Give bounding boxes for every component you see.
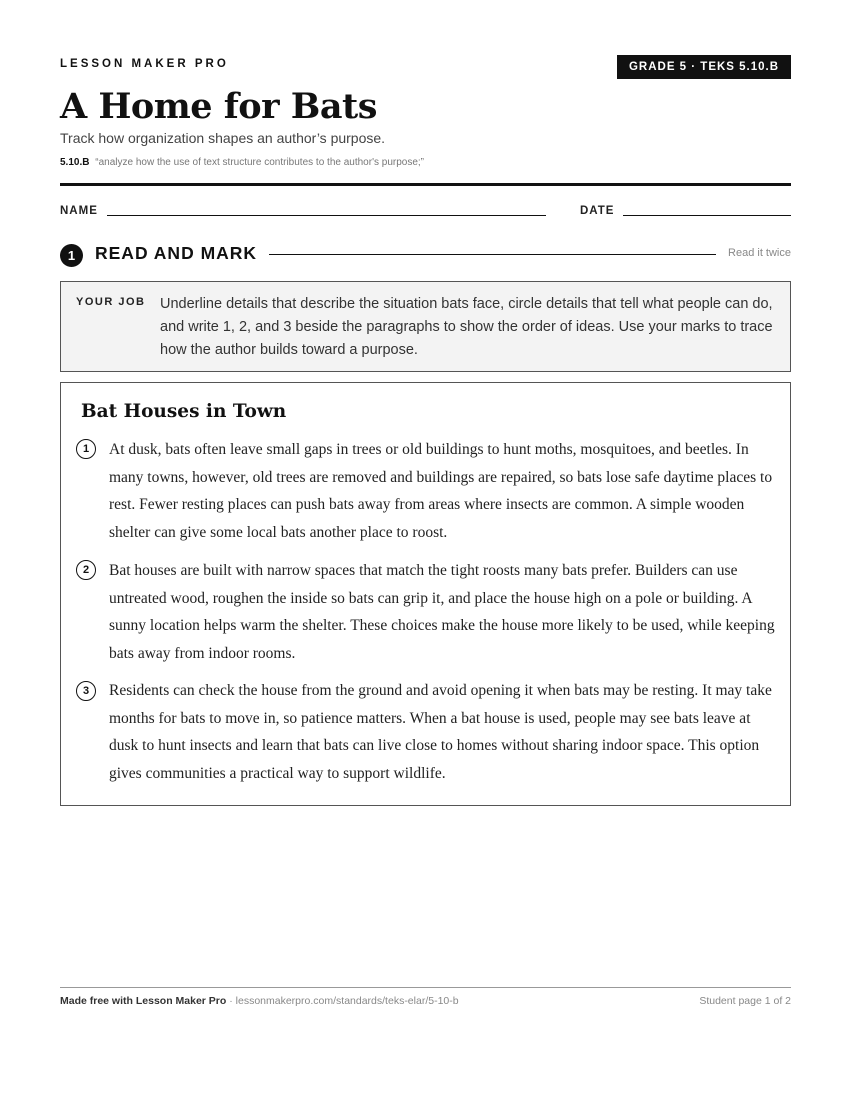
passage-paragraph: Bat houses are built with narrow spaces that match the tight roosts many bats prefer. Builders can use untreated wood, roughen the inside so bats can grip it, and place the house high on a pole or building. A sunny location helps warm the shelter. These choices make the house more likely to be used, while keeping bats away from indoor rooms. <box>109 562 775 662</box>
passage-title: Bat Houses in Town <box>81 401 287 422</box>
section-divider <box>269 254 716 255</box>
grade-badge: GRADE 5 · TEKS 5.10.B <box>617 55 791 79</box>
footer-divider <box>60 987 791 988</box>
section-note: Read it twice <box>728 247 791 259</box>
standard-code: 5.10.B <box>60 157 90 168</box>
standard-line <box>60 157 424 168</box>
standard-text: “analyze how the use of text structure contributes to the author's purpose;” <box>95 157 425 168</box>
footer-made-with: Made free with Lesson Maker Pro <box>60 995 227 1007</box>
page-subtitle: Track how organization shapes an author’s purpose. <box>60 130 386 146</box>
footer-credit <box>60 995 459 1007</box>
paragraph-number-badge: 1 <box>76 439 96 459</box>
section-title: READ AND MARK <box>95 243 258 263</box>
paragraph-number-badge: 3 <box>76 681 96 701</box>
instructions-label: YOUR JOB <box>76 296 146 308</box>
date-label: DATE <box>580 205 615 217</box>
page-title: A Home for Bats <box>60 86 377 127</box>
passage-paragraph: Residents can check the house from the ground and avoid opening it when bats may be resting. It may take months for bats to move in, so patience matters. When a bat house is used, people may see bats leave at dusk to hunt insects and learn that bats can live close to homes without sharing indoor space. This option gives communities a practical way to support wildlife. <box>109 682 772 782</box>
passage-paragraph: At dusk, bats often leave small gaps in trees or old buildings to hunt moths, mosquitoes, and beetles. In many towns, however, old trees are removed and buildings are repaired, so bats lose safe daytime places to rest. Fewer resting places can push bats away from areas where insects are common. A simple wooden shelter can give some local bats another place to roost. <box>109 441 773 541</box>
instructions-box <box>60 281 791 372</box>
worksheet-page <box>60 0 791 1100</box>
header-divider <box>60 183 791 186</box>
brand-name: LESSON MAKER PRO <box>60 58 229 70</box>
paragraph-number-badge: 2 <box>76 560 96 580</box>
section-header <box>60 242 791 266</box>
name-label: NAME <box>60 205 98 217</box>
page-indicator: Student page 1 of 2 <box>699 995 791 1007</box>
footer-separator: · <box>226 995 236 1007</box>
name-field[interactable] <box>107 215 546 216</box>
footer-url[interactable]: lessonmakerpro.com/standards/teks-elar/5-10-b <box>235 995 459 1007</box>
passage-box <box>60 382 791 806</box>
date-field[interactable] <box>623 215 791 216</box>
instructions-text: Underline details that describe the situation bats face, circle details that tell what people can do, and write 1, 2, and 3 beside the paragraphs to show the order of ideas. Use your marks to trace how the author builds toward a purpose. <box>160 296 773 358</box>
section-number-badge: 1 <box>60 244 83 267</box>
